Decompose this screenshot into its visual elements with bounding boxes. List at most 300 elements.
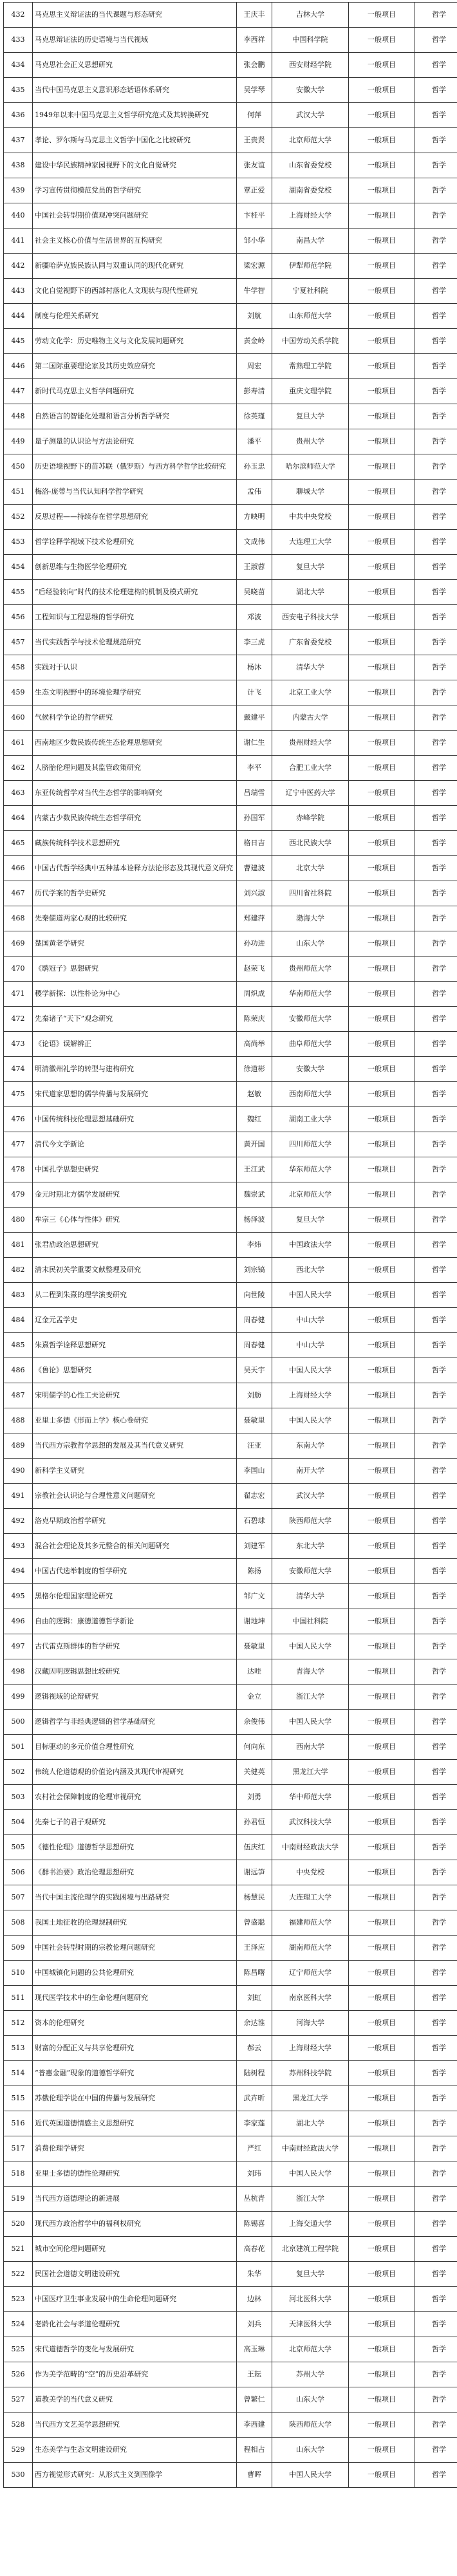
project-title-cell: 城市空间伦理问题研究 bbox=[33, 2237, 237, 2262]
table-row bbox=[4, 1459, 457, 1484]
principal-investigator-cell: 曹晖 bbox=[237, 2463, 272, 2488]
discipline-cell: 哲学 bbox=[415, 1961, 457, 1986]
principal-investigator-cell: 何萍 bbox=[237, 103, 272, 128]
table-row bbox=[4, 605, 457, 630]
project-title-cell: 张君劢政治思想研究 bbox=[33, 1233, 237, 1258]
project-category-cell: 一般项目 bbox=[349, 28, 415, 53]
discipline-cell: 哲学 bbox=[415, 2011, 457, 2036]
project-number-cell: 463 bbox=[4, 781, 33, 806]
project-category-cell: 一般项目 bbox=[349, 1509, 415, 1534]
principal-investigator-cell: 王泽应 bbox=[237, 1936, 272, 1961]
project-title-cell: 道教美学的当代意义研究 bbox=[33, 2387, 237, 2413]
discipline-cell: 哲学 bbox=[415, 2287, 457, 2312]
institution-cell: 黑龙江大学 bbox=[272, 2086, 349, 2111]
project-title-cell: 《群书治要》政治伦理思想研究 bbox=[33, 1860, 237, 1885]
principal-investigator-cell: 孙功进 bbox=[237, 931, 272, 957]
project-category-cell: 一般项目 bbox=[349, 1308, 415, 1333]
project-category-cell: 一般项目 bbox=[349, 2136, 415, 2161]
principal-investigator-cell: 吴学琴 bbox=[237, 78, 272, 103]
project-title-cell: 马克思社会正义思想研究 bbox=[33, 53, 237, 78]
principal-investigator-cell: 吴天宇 bbox=[237, 1358, 272, 1383]
principal-investigator-cell: 谢地坤 bbox=[237, 1609, 272, 1634]
project-category-cell: 一般项目 bbox=[349, 2036, 415, 2061]
principal-investigator-cell: 邓波 bbox=[237, 605, 272, 630]
project-number-cell: 512 bbox=[4, 2011, 33, 2036]
table-row bbox=[4, 2387, 457, 2413]
project-title-cell: 汉藏因明逻辑思想比较研究 bbox=[33, 1659, 237, 1685]
table-row bbox=[4, 1484, 457, 1509]
project-number-cell: 459 bbox=[4, 680, 33, 705]
institution-cell: 大连理工大学 bbox=[272, 530, 349, 555]
project-title-cell: 内蒙古少数民族传统生态哲学研究 bbox=[33, 806, 237, 831]
institution-cell: 重庆文理学院 bbox=[272, 379, 349, 404]
project-number-cell: 483 bbox=[4, 1283, 33, 1308]
institution-cell: 湖北大学 bbox=[272, 2111, 349, 2136]
project-number-cell: 435 bbox=[4, 78, 33, 103]
project-title-cell: 中国社会转型时期的宗教伦理问题研究 bbox=[33, 1936, 237, 1961]
principal-investigator-cell: 聂敏里 bbox=[237, 1408, 272, 1433]
project-title-cell: 气候科学争论的哲学研究 bbox=[33, 705, 237, 731]
institution-cell: 贵州师范大学 bbox=[272, 957, 349, 982]
project-category-cell: 一般项目 bbox=[349, 2237, 415, 2262]
institution-cell: 伊犁师范学院 bbox=[272, 254, 349, 279]
project-category-cell: 一般项目 bbox=[349, 2463, 415, 2488]
project-category-cell: 一般项目 bbox=[349, 1032, 415, 1057]
project-category-cell: 一般项目 bbox=[349, 229, 415, 254]
project-number-cell: 432 bbox=[4, 3, 33, 28]
project-number-cell: 447 bbox=[4, 379, 33, 404]
project-title-cell: 量子测量的认识论与方法论研究 bbox=[33, 429, 237, 454]
project-title-cell: 亚里士多德的德性伦理研究 bbox=[33, 2161, 237, 2187]
discipline-cell: 哲学 bbox=[415, 2036, 457, 2061]
project-category-cell: 一般项目 bbox=[349, 1208, 415, 1233]
project-category-cell: 一般项目 bbox=[349, 1534, 415, 1559]
discipline-cell: 哲学 bbox=[415, 680, 457, 705]
principal-investigator-cell: 刘勇 bbox=[237, 1785, 272, 1810]
institution-cell: 陕西师范大学 bbox=[272, 1509, 349, 1534]
project-category-cell: 一般项目 bbox=[349, 379, 415, 404]
project-title-cell: 从二程到朱熹的理学演变研究 bbox=[33, 1283, 237, 1308]
project-category-cell: 一般项目 bbox=[349, 856, 415, 881]
project-number-cell: 497 bbox=[4, 1634, 33, 1659]
principal-investigator-cell: 方映明 bbox=[237, 505, 272, 530]
table-row bbox=[4, 454, 457, 480]
project-category-cell: 一般项目 bbox=[349, 1634, 415, 1659]
principal-investigator-cell: 李西建 bbox=[237, 2413, 272, 2438]
institution-cell: 合肥工业大学 bbox=[272, 756, 349, 781]
project-table bbox=[3, 2, 457, 2488]
project-number-cell: 513 bbox=[4, 2036, 33, 2061]
project-number-cell: 462 bbox=[4, 756, 33, 781]
project-category-cell: 一般项目 bbox=[349, 1860, 415, 1885]
table-row bbox=[4, 329, 457, 354]
discipline-cell: 哲学 bbox=[415, 1659, 457, 1685]
project-number-cell: 505 bbox=[4, 1835, 33, 1860]
table-row bbox=[4, 1208, 457, 1233]
table-row bbox=[4, 881, 457, 906]
project-category-cell: 一般项目 bbox=[349, 630, 415, 655]
project-category-cell: 一般项目 bbox=[349, 254, 415, 279]
institution-cell: 山东大学 bbox=[272, 2438, 349, 2463]
table-row bbox=[4, 1408, 457, 1433]
project-title-cell: 制度与伦理关系研究 bbox=[33, 304, 237, 329]
project-number-cell: 468 bbox=[4, 906, 33, 931]
table-row bbox=[4, 2287, 457, 2312]
project-category-cell: 一般项目 bbox=[349, 153, 415, 178]
discipline-cell: 哲学 bbox=[415, 630, 457, 655]
project-number-cell: 487 bbox=[4, 1383, 33, 1408]
institution-cell: 浙江大学 bbox=[272, 1685, 349, 1710]
project-number-cell: 441 bbox=[4, 229, 33, 254]
principal-investigator-cell: 陈荣庆 bbox=[237, 1007, 272, 1032]
project-title-cell: 东亚传统哲学对当代生态哲学的影响研究 bbox=[33, 781, 237, 806]
discipline-cell: 哲学 bbox=[415, 1182, 457, 1208]
table-row bbox=[4, 2011, 457, 2036]
discipline-cell: 哲学 bbox=[415, 1609, 457, 1634]
project-title-cell: 当代西方文艺美学思想研究 bbox=[33, 2413, 237, 2438]
discipline-cell: 哲学 bbox=[415, 1459, 457, 1484]
table-row bbox=[4, 1986, 457, 2011]
project-number-cell: 440 bbox=[4, 203, 33, 229]
principal-investigator-cell: 汪亚 bbox=[237, 1433, 272, 1459]
discipline-cell: 哲学 bbox=[415, 555, 457, 580]
project-category-cell: 一般项目 bbox=[349, 1735, 415, 1760]
project-title-cell: 中国社会转型期价值观冲突问题研究 bbox=[33, 203, 237, 229]
discipline-cell: 哲学 bbox=[415, 454, 457, 480]
principal-investigator-cell: 牛学智 bbox=[237, 279, 272, 304]
table-row bbox=[4, 1961, 457, 1986]
project-title-cell: 中国传统科技伦理思想基础研究 bbox=[33, 1107, 237, 1132]
project-category-cell: 一般项目 bbox=[349, 731, 415, 756]
table-row bbox=[4, 680, 457, 705]
table-row bbox=[4, 1710, 457, 1735]
institution-cell: 东北大学 bbox=[272, 1534, 349, 1559]
table-row bbox=[4, 2161, 457, 2187]
table-row bbox=[4, 1936, 457, 1961]
table-row bbox=[4, 3, 457, 28]
project-title-cell: 当代实践哲学与技术伦理规范研究 bbox=[33, 630, 237, 655]
project-title-cell: 哲学诠释学视域下技术伦理研究 bbox=[33, 530, 237, 555]
principal-investigator-cell: 刘兵 bbox=[237, 2312, 272, 2337]
project-number-cell: 461 bbox=[4, 731, 33, 756]
discipline-cell: 哲学 bbox=[415, 530, 457, 555]
principal-investigator-cell: 黄开国 bbox=[237, 1132, 272, 1157]
discipline-cell: 哲学 bbox=[415, 1484, 457, 1509]
institution-cell: 武汉科技大学 bbox=[272, 1810, 349, 1835]
institution-cell: 北京工业大学 bbox=[272, 680, 349, 705]
discipline-cell: 哲学 bbox=[415, 756, 457, 781]
table-row bbox=[4, 530, 457, 555]
institution-cell: 浙江大学 bbox=[272, 2187, 349, 2212]
project-title-cell: 实践对于认识 bbox=[33, 655, 237, 680]
principal-investigator-cell: 王贵贤 bbox=[237, 128, 272, 153]
principal-investigator-cell: 曾繁仁 bbox=[237, 2387, 272, 2413]
discipline-cell: 哲学 bbox=[415, 429, 457, 454]
project-title-cell: 生态美学与生态文明建设研究 bbox=[33, 2438, 237, 2463]
discipline-cell: 哲学 bbox=[415, 203, 457, 229]
discipline-cell: 哲学 bbox=[415, 1107, 457, 1132]
discipline-cell: 哲学 bbox=[415, 1534, 457, 1559]
principal-investigator-cell: 余俊伟 bbox=[237, 1710, 272, 1735]
principal-investigator-cell: 刘航 bbox=[237, 304, 272, 329]
table-row bbox=[4, 982, 457, 1007]
table-row bbox=[4, 856, 457, 881]
discipline-cell: 哲学 bbox=[415, 1559, 457, 1584]
project-title-cell: 新疆哈萨克族民族认同与双重认同的现代化研究 bbox=[33, 254, 237, 279]
discipline-cell: 哲学 bbox=[415, 1936, 457, 1961]
project-number-cell: 474 bbox=[4, 1057, 33, 1082]
project-number-cell: 510 bbox=[4, 1961, 33, 1986]
discipline-cell: 哲学 bbox=[415, 1584, 457, 1609]
discipline-cell: 哲学 bbox=[415, 28, 457, 53]
project-number-cell: 443 bbox=[4, 279, 33, 304]
table-row bbox=[4, 1358, 457, 1383]
project-category-cell: 一般项目 bbox=[349, 1685, 415, 1710]
institution-cell: 西安财经学院 bbox=[272, 53, 349, 78]
table-row bbox=[4, 2463, 457, 2488]
project-title-cell: 现代医学技术中的生命伦理问题研究 bbox=[33, 1986, 237, 2011]
principal-investigator-cell: 郝云 bbox=[237, 2036, 272, 2061]
institution-cell: 中山大学 bbox=[272, 1308, 349, 1333]
project-number-cell: 508 bbox=[4, 1910, 33, 1936]
table-row bbox=[4, 1810, 457, 1835]
institution-cell: 中山大学 bbox=[272, 1333, 349, 1358]
project-number-cell: 444 bbox=[4, 304, 33, 329]
project-category-cell: 一般项目 bbox=[349, 1484, 415, 1509]
project-title-cell: 宋代道家思想的儒学传播与发展研究 bbox=[33, 1082, 237, 1107]
discipline-cell: 哲学 bbox=[415, 856, 457, 881]
project-number-cell: 454 bbox=[4, 555, 33, 580]
discipline-cell: 哲学 bbox=[415, 2086, 457, 2111]
institution-cell: 辽宁师范大学 bbox=[272, 1961, 349, 1986]
project-number-cell: 456 bbox=[4, 605, 33, 630]
table-row bbox=[4, 1685, 457, 1710]
principal-investigator-cell: 边林 bbox=[237, 2287, 272, 2312]
discipline-cell: 哲学 bbox=[415, 53, 457, 78]
project-number-cell: 438 bbox=[4, 153, 33, 178]
project-category-cell: 一般项目 bbox=[349, 505, 415, 530]
institution-cell: 西北大学 bbox=[272, 1258, 349, 1283]
project-title-cell: 当代中国主流伦理学的实践困境与出路研究 bbox=[33, 1885, 237, 1910]
institution-cell: 东南大学 bbox=[272, 1433, 349, 1459]
project-number-cell: 501 bbox=[4, 1735, 33, 1760]
project-title-cell: 中国医疗卫生事业发展中的生命伦理问题研究 bbox=[33, 2287, 237, 2312]
principal-investigator-cell: 何向东 bbox=[237, 1735, 272, 1760]
institution-cell: 苏州科技学院 bbox=[272, 2061, 349, 2086]
discipline-cell: 哲学 bbox=[415, 1132, 457, 1157]
table-row bbox=[4, 2438, 457, 2463]
project-number-cell: 489 bbox=[4, 1433, 33, 1459]
project-category-cell: 一般项目 bbox=[349, 957, 415, 982]
project-category-cell: 一般项目 bbox=[349, 404, 415, 429]
table-row bbox=[4, 1182, 457, 1208]
project-category-cell: 一般项目 bbox=[349, 2387, 415, 2413]
project-title-cell: “后经验转向”时代的技术伦理建构的机制及模式研究 bbox=[33, 580, 237, 605]
discipline-cell: 哲学 bbox=[415, 1082, 457, 1107]
project-category-cell: 一般项目 bbox=[349, 605, 415, 630]
principal-investigator-cell: 杨泽波 bbox=[237, 1208, 272, 1233]
project-title-cell: 中国孔学思想史研究 bbox=[33, 1157, 237, 1182]
principal-investigator-cell: 曾盛聪 bbox=[237, 1910, 272, 1936]
principal-investigator-cell: 谢仁生 bbox=[237, 731, 272, 756]
discipline-cell: 哲学 bbox=[415, 279, 457, 304]
project-title-cell: 资本的伦理研究 bbox=[33, 2011, 237, 2036]
discipline-cell: 哲学 bbox=[415, 2262, 457, 2287]
discipline-cell: 哲学 bbox=[415, 229, 457, 254]
project-number-cell: 480 bbox=[4, 1208, 33, 1233]
table-row bbox=[4, 404, 457, 429]
table-row bbox=[4, 630, 457, 655]
project-number-cell: 493 bbox=[4, 1534, 33, 1559]
project-category-cell: 一般项目 bbox=[349, 454, 415, 480]
institution-cell: 复旦大学 bbox=[272, 404, 349, 429]
project-category-cell: 一般项目 bbox=[349, 1358, 415, 1383]
principal-investigator-cell: 王淑蓉 bbox=[237, 555, 272, 580]
discipline-cell: 哲学 bbox=[415, 2337, 457, 2362]
project-number-cell: 507 bbox=[4, 1885, 33, 1910]
discipline-cell: 哲学 bbox=[415, 1383, 457, 1408]
project-category-cell: 一般项目 bbox=[349, 1835, 415, 1860]
project-category-cell: 一般项目 bbox=[349, 1082, 415, 1107]
project-title-cell: 目标驱动的多元价值合理性研究 bbox=[33, 1735, 237, 1760]
table-row bbox=[4, 806, 457, 831]
discipline-cell: 哲学 bbox=[415, 2136, 457, 2161]
discipline-cell: 哲学 bbox=[415, 3, 457, 28]
principal-investigator-cell: 曹建波 bbox=[237, 856, 272, 881]
project-title-cell: 逻辑视域的论辩研究 bbox=[33, 1685, 237, 1710]
principal-investigator-cell: 达哇 bbox=[237, 1659, 272, 1685]
project-title-cell: 《鹖冠子》思想研究 bbox=[33, 957, 237, 982]
table-row bbox=[4, 1584, 457, 1609]
table-row bbox=[4, 1333, 457, 1358]
project-number-cell: 470 bbox=[4, 957, 33, 982]
principal-investigator-cell: 潘平 bbox=[237, 429, 272, 454]
table-row bbox=[4, 731, 457, 756]
discipline-cell: 哲学 bbox=[415, 2463, 457, 2488]
institution-cell: 四川师范大学 bbox=[272, 1132, 349, 1157]
project-number-cell: 453 bbox=[4, 530, 33, 555]
institution-cell: 华南师范大学 bbox=[272, 982, 349, 1007]
project-number-cell: 486 bbox=[4, 1358, 33, 1383]
discipline-cell: 哲学 bbox=[415, 480, 457, 505]
discipline-cell: 哲学 bbox=[415, 957, 457, 982]
institution-cell: 华东师范大学 bbox=[272, 1157, 349, 1182]
project-number-cell: 530 bbox=[4, 2463, 33, 2488]
project-number-cell: 445 bbox=[4, 329, 33, 354]
project-category-cell: 一般项目 bbox=[349, 2061, 415, 2086]
project-number-cell: 473 bbox=[4, 1032, 33, 1057]
project-category-cell: 一般项目 bbox=[349, 429, 415, 454]
discipline-cell: 哲学 bbox=[415, 153, 457, 178]
project-category-cell: 一般项目 bbox=[349, 680, 415, 705]
table-row bbox=[4, 756, 457, 781]
institution-cell: 安徽大学 bbox=[272, 1057, 349, 1082]
project-category-cell: 一般项目 bbox=[349, 279, 415, 304]
principal-investigator-cell: 陈昌曙 bbox=[237, 1961, 272, 1986]
discipline-cell: 哲学 bbox=[415, 2438, 457, 2463]
project-category-cell: 一般项目 bbox=[349, 329, 415, 354]
project-number-cell: 490 bbox=[4, 1459, 33, 1484]
principal-investigator-cell: 王庆丰 bbox=[237, 3, 272, 28]
table-row bbox=[4, 1007, 457, 1032]
project-title-cell: 中国古代哲学经典中五种基本诠释方法论形态及其现代意义研究 bbox=[33, 856, 237, 881]
principal-investigator-cell: 郑建萍 bbox=[237, 906, 272, 931]
institution-cell: 上海财经大学 bbox=[272, 1383, 349, 1408]
project-title-cell: 学习宣传贯彻模范党员的哲学研究 bbox=[33, 178, 237, 203]
institution-cell: 辽宁中医药大学 bbox=[272, 781, 349, 806]
project-category-cell: 一般项目 bbox=[349, 103, 415, 128]
institution-cell: 中国政法大学 bbox=[272, 1233, 349, 1258]
principal-investigator-cell: 梁宏源 bbox=[237, 254, 272, 279]
discipline-cell: 哲学 bbox=[415, 931, 457, 957]
project-title-cell: 楚国黄老学研究 bbox=[33, 931, 237, 957]
project-category-cell: 一般项目 bbox=[349, 1107, 415, 1132]
discipline-cell: 哲学 bbox=[415, 2212, 457, 2237]
project-title-cell: 文化自觉视野下的西部村落化人文现状与现代性研究 bbox=[33, 279, 237, 304]
project-number-cell: 475 bbox=[4, 1082, 33, 1107]
project-category-cell: 一般项目 bbox=[349, 1408, 415, 1433]
table-row bbox=[4, 2036, 457, 2061]
table-row bbox=[4, 1057, 457, 1082]
project-title-cell: 近代英国道德情感主义思想研究 bbox=[33, 2111, 237, 2136]
institution-cell: 山东省委党校 bbox=[272, 153, 349, 178]
discipline-cell: 哲学 bbox=[415, 1258, 457, 1283]
project-category-cell: 一般项目 bbox=[349, 2312, 415, 2337]
project-number-cell: 476 bbox=[4, 1107, 33, 1132]
table-row bbox=[4, 153, 457, 178]
project-category-cell: 一般项目 bbox=[349, 756, 415, 781]
discipline-cell: 哲学 bbox=[415, 1157, 457, 1182]
principal-investigator-cell: 武卉昕 bbox=[237, 2086, 272, 2111]
project-title-cell: 新时代马克思主义哲学问题研究 bbox=[33, 379, 237, 404]
project-number-cell: 452 bbox=[4, 505, 33, 530]
project-number-cell: 517 bbox=[4, 2136, 33, 2161]
principal-investigator-cell: 陈扬 bbox=[237, 1559, 272, 1584]
project-title-cell: 历代学案的哲学史研究 bbox=[33, 881, 237, 906]
project-number-cell: 436 bbox=[4, 103, 33, 128]
discipline-cell: 哲学 bbox=[415, 1283, 457, 1308]
project-title-cell: 马克思辩证法的历史语境与当代视域 bbox=[33, 28, 237, 53]
project-title-cell: 朱熹哲学诠释思想研究 bbox=[33, 1333, 237, 1358]
principal-investigator-cell: 李平 bbox=[237, 756, 272, 781]
discipline-cell: 哲学 bbox=[415, 605, 457, 630]
institution-cell: 青海大学 bbox=[272, 1659, 349, 1685]
table-row bbox=[4, 429, 457, 454]
institution-cell: 中国科学院 bbox=[272, 28, 349, 53]
discipline-cell: 哲学 bbox=[415, 982, 457, 1007]
project-title-cell: 清末民初关学重要文献整理及研究 bbox=[33, 1258, 237, 1283]
project-number-cell: 448 bbox=[4, 404, 33, 429]
discipline-cell: 哲学 bbox=[415, 1735, 457, 1760]
project-category-cell: 一般项目 bbox=[349, 1609, 415, 1634]
project-number-cell: 496 bbox=[4, 1609, 33, 1634]
principal-investigator-cell: 周春健 bbox=[237, 1308, 272, 1333]
project-title-cell: 创新思维与生物医学伦理研究 bbox=[33, 555, 237, 580]
project-number-cell: 491 bbox=[4, 1484, 33, 1509]
institution-cell: 山东大学 bbox=[272, 931, 349, 957]
project-title-cell: 当代西方宗教哲学思想的发展及其当代意义研究 bbox=[33, 1433, 237, 1459]
principal-investigator-cell: 陈锡喜 bbox=[237, 2212, 272, 2237]
principal-investigator-cell: 王耘 bbox=[237, 2362, 272, 2387]
principal-investigator-cell: 聂敏里 bbox=[237, 1634, 272, 1659]
project-number-cell: 455 bbox=[4, 580, 33, 605]
principal-investigator-cell: 程相占 bbox=[237, 2438, 272, 2463]
project-title-cell: 自然语言的智能化处理和语言分析哲学研究 bbox=[33, 404, 237, 429]
table-row bbox=[4, 1283, 457, 1308]
principal-investigator-cell: 李炜 bbox=[237, 1233, 272, 1258]
principal-investigator-cell: 赵荣飞 bbox=[237, 957, 272, 982]
institution-cell: 山东大学 bbox=[272, 2387, 349, 2413]
